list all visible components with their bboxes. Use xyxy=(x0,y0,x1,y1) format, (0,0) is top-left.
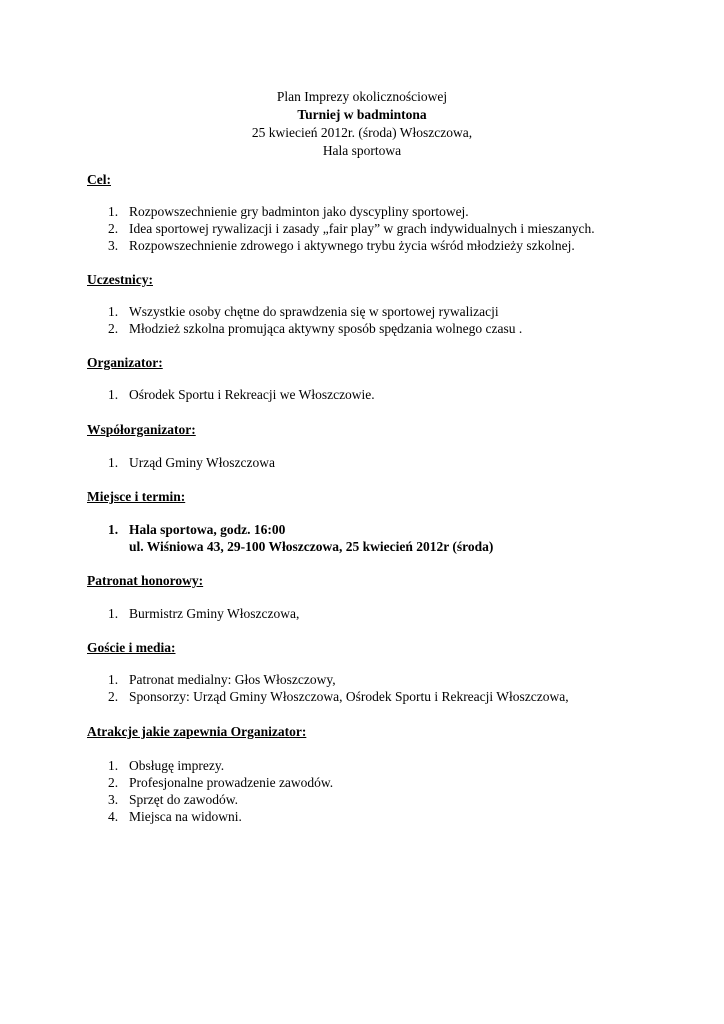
list-item xyxy=(108,688,569,706)
list-text: Wszystkie osoby chętne do sprawdzenia się w sportowej rywalizacji xyxy=(129,304,499,319)
list-number: 1. xyxy=(108,387,119,402)
document-title: Turniej w badmintona xyxy=(297,107,427,122)
list-item xyxy=(108,671,336,689)
list-item xyxy=(108,303,499,321)
list-text: Sprzęt do zawodów. xyxy=(129,792,238,807)
list-text: Urząd Gminy Włoszczowa xyxy=(129,455,275,470)
list-item xyxy=(108,386,375,404)
list-number: 2. xyxy=(108,689,119,704)
list-item xyxy=(108,454,275,472)
header-date-place: 25 kwiecień 2012r. (środa) Włoszczowa, xyxy=(251,125,473,140)
list-number: 3. xyxy=(108,792,119,807)
list-item xyxy=(108,774,333,792)
section-title-atrakcje: Atrakcje jakie zapewnia Organizator: xyxy=(87,724,307,739)
list-item xyxy=(108,605,299,623)
list-item xyxy=(108,320,522,338)
list-text: Miejsca na widowni. xyxy=(129,809,242,824)
list-text-continuation: ul. Wiśniowa 43, 29-100 Włoszczowa, 25 kwiecień 2012r (środa) xyxy=(129,539,494,554)
list-text: Patronat medialny: Głos Włoszczowy, xyxy=(129,672,336,687)
list-text: Młodzież szkolna promująca aktywny sposób spędzania wolnego czasu . xyxy=(129,321,523,336)
list-number: 1. xyxy=(108,204,119,219)
list-item xyxy=(108,220,595,238)
list-text: Rozpowszechnienie gry badminton jako dyscypliny sportowej. xyxy=(129,204,469,219)
list-number: 1. xyxy=(108,758,119,773)
list-number: 1. xyxy=(108,304,119,319)
section-title-organizator: Organizator: xyxy=(87,355,163,370)
list-text: Sponsorzy: Urząd Gminy Włoszczowa, Ośrodek Sportu i Rekreacji Włoszczowa, xyxy=(129,689,569,704)
list-item xyxy=(108,237,575,255)
list-text: Profesjonalne prowadzenie zawodów. xyxy=(129,775,334,790)
header-venue: Hala sportowa xyxy=(322,143,402,158)
list-item xyxy=(108,521,285,539)
section-title-uczestnicy: Uczestnicy: xyxy=(87,272,153,287)
list-text: Rozpowszechnienie zdrowego i aktywnego trybu życia wśród młodzieży szkolnej. xyxy=(129,238,575,253)
list-text: Burmistrz Gminy Włoszczowa, xyxy=(129,606,300,621)
list-number: 4. xyxy=(108,809,119,824)
list-number: 1. xyxy=(108,606,119,621)
list-number: 3. xyxy=(108,238,119,253)
list-number: 2. xyxy=(108,221,119,236)
list-item xyxy=(108,203,469,221)
list-number: 2. xyxy=(108,321,119,336)
section-title-goscie: Goście i media: xyxy=(87,640,176,655)
list-number: 1. xyxy=(108,455,119,470)
header-subtitle: Plan Imprezy okolicznościowej xyxy=(276,89,448,104)
section-title-wspolorganizator: Współorganizator: xyxy=(87,422,196,437)
list-item xyxy=(108,791,238,809)
list-number: 1. xyxy=(108,672,119,687)
list-item xyxy=(108,808,242,826)
document-header xyxy=(0,88,724,160)
section-title-cel: Cel: xyxy=(87,172,111,187)
list-number: 2. xyxy=(108,775,119,790)
list-text: Hala sportowa, godz. 16:00 xyxy=(129,522,286,537)
section-title-miejsce: Miejsce i termin: xyxy=(87,489,186,504)
list-text: Idea sportowej rywalizacji i zasady „fair play” w grach indywidualnych i mieszanych. xyxy=(129,221,595,236)
list-text: Obsługę imprezy. xyxy=(129,758,225,773)
list-text: Ośrodek Sportu i Rekreacji we Włoszczowie. xyxy=(129,387,375,402)
list-item xyxy=(108,757,224,775)
section-title-patronat: Patronat honorowy: xyxy=(87,573,204,588)
list-number: 1. xyxy=(108,522,119,537)
